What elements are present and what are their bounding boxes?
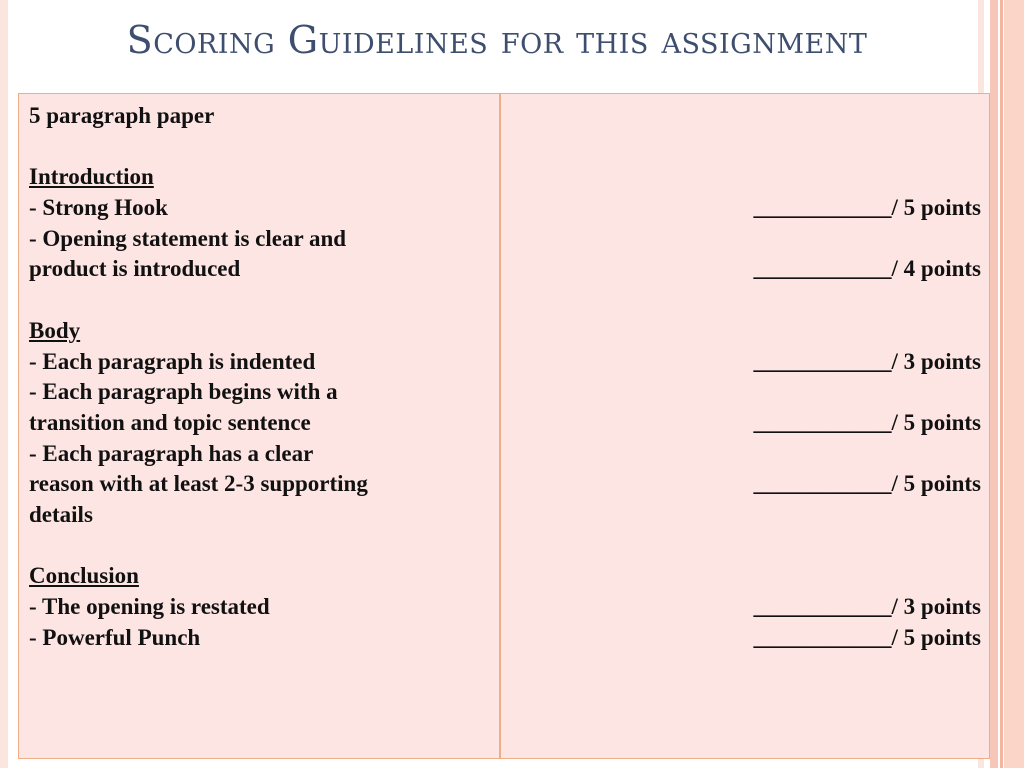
score-blank-indented[interactable]: ____________/ 3 points bbox=[753, 348, 981, 374]
criterion-text: - Opening statement is clear and bbox=[29, 225, 347, 251]
score-blank-punch[interactable]: ____________/ 5 points bbox=[753, 624, 981, 650]
left-edge-accent bbox=[0, 0, 8, 768]
right-accent-line bbox=[1000, 0, 1003, 768]
criteria-column bbox=[29, 101, 494, 653]
criterion-text: - Each paragraph begins with a bbox=[29, 379, 338, 405]
score-blank-reason[interactable]: ____________/ 5 points bbox=[753, 471, 981, 497]
criterion-text: details bbox=[29, 501, 93, 527]
section-heading-conclusion: Conclusion bbox=[29, 563, 139, 589]
score-blank-opening[interactable]: ____________/ 4 points bbox=[753, 256, 981, 282]
points-column bbox=[501, 101, 981, 653]
scoring-table bbox=[18, 93, 990, 759]
criterion-text: - The opening is restated bbox=[29, 594, 270, 619]
score-blank-restated[interactable]: ____________/ 3 points bbox=[753, 594, 981, 619]
criterion-text: reason with at least 2-3 supporting bbox=[29, 471, 368, 497]
criterion-text: - Strong Hook bbox=[29, 195, 168, 221]
criterion-text: product is introduced bbox=[29, 256, 241, 282]
criterion-text: - Each paragraph has a clear bbox=[29, 440, 314, 466]
right-accent-stripe bbox=[990, 0, 998, 768]
slide-title: Scoring Guidelines for this assignment bbox=[126, 18, 868, 62]
criterion-text: - Each paragraph is indented bbox=[29, 348, 316, 374]
score-blank-hook[interactable]: ____________/ 5 points bbox=[753, 195, 981, 221]
criterion-text: transition and topic sentence bbox=[29, 409, 311, 435]
paper-heading: 5 paragraph paper bbox=[29, 103, 215, 128]
section-heading-introduction: Introduction bbox=[29, 164, 154, 190]
section-heading-body: Body bbox=[29, 317, 81, 343]
right-accent-stripe bbox=[1004, 0, 1024, 768]
score-blank-transition[interactable]: ____________/ 5 points bbox=[753, 409, 981, 435]
criterion-text: - Powerful Punch bbox=[29, 624, 201, 650]
